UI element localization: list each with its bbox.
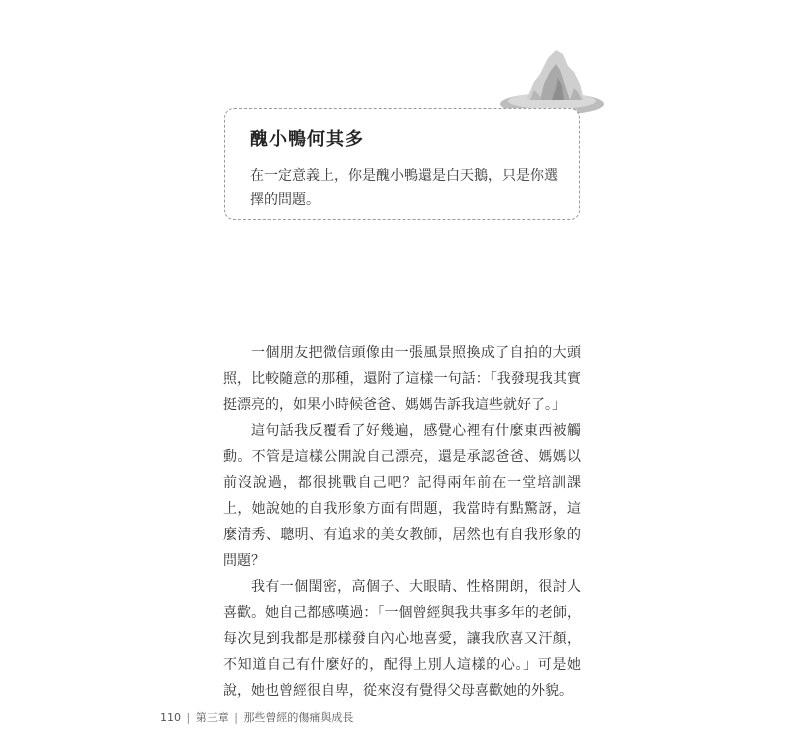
page-number: 110 bbox=[160, 711, 181, 724]
footer-separator: | bbox=[186, 711, 191, 724]
callout-text: 在一定意義上，你是醜小鴨還是白天鵝，只是你選擇的問題。 bbox=[250, 168, 558, 208]
footer-separator: | bbox=[234, 711, 238, 724]
callout-title: 醜小鴨何其多 bbox=[250, 129, 364, 150]
chapter-title: 那些曾經的傷痛與成長 bbox=[243, 711, 354, 724]
paragraph: 這句話我反覆看了好幾遍，感覺心裡有什麼東西被觸動。不管是這樣公開說自己漂亮，還是承認爸爸、媽媽以前沒說過，都很挑戰自己吧？記得兩年前在一堂培訓課上，她說她的自我形象方面有問題，我當時有點驚訝，這麼清秀、聰明、有追求的美女教師，居然也有自我形象的問題？ bbox=[223, 423, 581, 569]
chapter-label: 第三章 bbox=[195, 711, 229, 724]
callout-box bbox=[224, 108, 580, 220]
paragraph: 一個朋友把微信頭像由一張風景照換成了自拍的大頭照，比較隨意的那種，還附了這樣一句話：「我發現我其實挺漂亮的，如果小時候爸爸、媽媽告訴我這些就好了。」 bbox=[223, 345, 581, 413]
page-footer bbox=[160, 709, 353, 725]
body-text bbox=[223, 340, 581, 704]
paragraph: 我有一個閨密，高個子、大眼睛、性格開朗，很討人喜歡。她自己都感嘆過：「一個曾經與我共事多年的老師，每次見到我都是那樣發自內心地喜愛，讓我欣喜又汗顏，不知道自己有什麼好的，配得上別人這樣的心。」可是她說，她也曾經很自卑，從來沒有覺得父母喜歡她的外貌。 bbox=[223, 579, 581, 699]
